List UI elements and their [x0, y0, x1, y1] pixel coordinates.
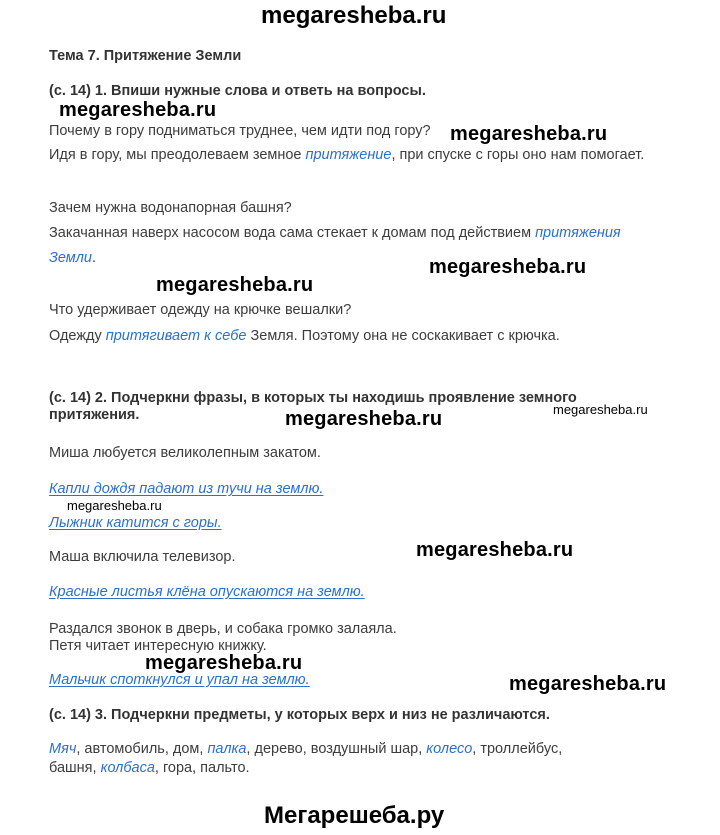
watermark-3: megaresheba.ru	[156, 274, 314, 296]
answer-2-after: .	[91, 250, 97, 266]
task1-answer-1	[49, 146, 644, 164]
answer-2-word: притяжения	[535, 225, 621, 241]
site-footer-watermark: Мегарешеба.ру	[264, 802, 445, 829]
task2-heading-line2: притяжения.	[49, 407, 140, 423]
answer-1-before: Идя в гору, мы преодолеваем земное	[49, 147, 306, 163]
watermark-8: megaresheba.ru	[509, 673, 667, 695]
answer-1-word: притяжение	[305, 147, 392, 163]
task1-answer-2-line1	[49, 224, 621, 242]
phrase-4: Маша включила телевизор.	[49, 549, 236, 565]
item-stick: палка	[207, 741, 247, 757]
task1-question-2: Зачем нужна водонапорная башня?	[49, 200, 292, 216]
items-plain-3: , троллейбус,	[472, 741, 563, 757]
answer-3-before: Одежду	[49, 328, 106, 344]
watermark-4: megaresheba.ru	[429, 256, 587, 278]
answer-1-after: , при спуске с горы оно нам помогает.	[391, 147, 645, 163]
task1-answer-2-line2	[49, 249, 96, 267]
watermark-6: megaresheba.ru	[416, 539, 574, 561]
items-plain-1: , автомобиль, дом,	[76, 741, 208, 757]
task1-question-1: Почему в гору подниматься труднее, чем идти под гору?	[49, 123, 431, 139]
items-plain-4: башня,	[49, 760, 101, 776]
item-wheel: колесо	[426, 741, 473, 757]
watermark-1: megaresheba.ru	[59, 99, 217, 121]
phrase-5: Красные листья клёна опускаются на землю.	[49, 584, 365, 600]
answer-3-after: Земля. Поэтому она не соскакивает с крючка.	[246, 328, 560, 344]
phrase-3: Лыжник катится с горы.	[49, 515, 222, 531]
phrase-8: Мальчик споткнулся и упал на землю.	[49, 672, 310, 688]
task1-answer-3	[49, 327, 560, 345]
items-plain-5: , гора, пальто.	[154, 760, 250, 776]
items-plain-2: , дерево, воздушный шар,	[246, 741, 427, 757]
phrase-2: Капли дождя падают из тучи на землю.	[49, 481, 324, 497]
watermark-2: megaresheba.ru	[450, 123, 608, 145]
watermark-5: megaresheba.ru	[285, 408, 443, 430]
watermark-small-1: megaresheba.ru	[553, 402, 648, 417]
phrase-1: Миша любуется великолепным закатом.	[49, 445, 321, 461]
watermark-small-2: megaresheba.ru	[67, 498, 162, 513]
watermark-7: megaresheba.ru	[145, 652, 303, 674]
answer-2-word-2: Земли	[49, 250, 92, 266]
topic-title: Тема 7. Притяжение Земли	[49, 48, 242, 64]
task2-heading-line1: (с. 14) 2. Подчеркни фразы, в которых ты находишь проявление земного	[49, 390, 577, 406]
task3-heading: (с. 14) 3. Подчеркни предметы, у которых верх и низ не различаются.	[49, 707, 550, 723]
site-header-watermark: megaresheba.ru	[261, 2, 447, 29]
phrase-6: Раздался звонок в дверь, и собака громко залаяла.	[49, 621, 397, 637]
phrase-7: Петя читает интересную книжку.	[49, 638, 267, 654]
task1-heading: (с. 14) 1. Впиши нужные слова и ответь на вопросы.	[49, 83, 426, 99]
task3-items-line2	[49, 759, 250, 777]
task3-items-line1	[49, 740, 562, 758]
answer-2-before: Закачанная наверх насосом вода сама стекает к домам под действием	[49, 225, 536, 241]
item-sausage: колбаса	[100, 760, 155, 776]
answer-3-word: притягивает к себе	[105, 328, 247, 344]
task1-question-3: Что удерживает одежду на крючке вешалки?	[49, 302, 352, 318]
item-ball: Мяч	[49, 741, 77, 757]
